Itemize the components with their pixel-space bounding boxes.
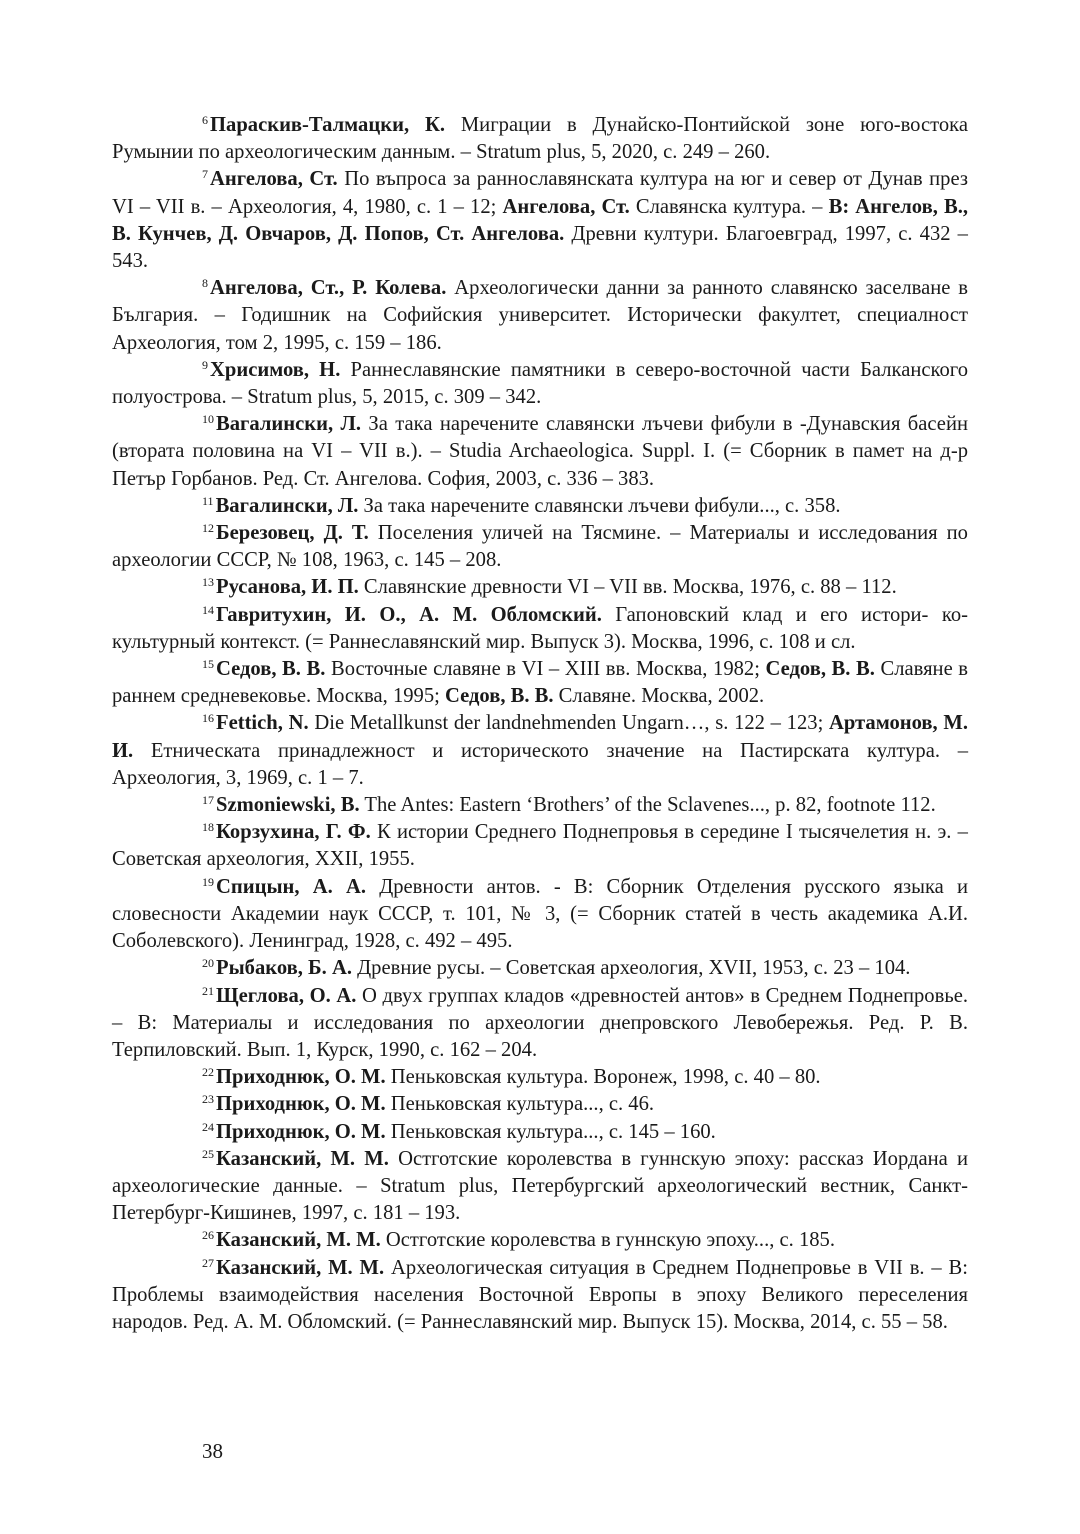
footnote-author: Спицын, А. А. — [216, 875, 366, 898]
footnote-number: 17 — [202, 793, 214, 808]
footnote-number: 14 — [202, 602, 214, 617]
footnote-text: По въпроса за раннославянската култура на юг и север от Дунав през VI – VII в. – Археология, 4, 1980, с. 1 – 12; — [112, 168, 969, 218]
footnote-author: Приходнюк, О. М. — [216, 1120, 386, 1143]
footnote-text: Die Metallkunst der landnehmenden Ungarn…, s. 122 – 123; — [308, 712, 829, 735]
footnote-7 — [112, 166, 968, 275]
footnote-18 — [112, 819, 968, 873]
footnote-author: Щеглова, О. А. — [216, 984, 357, 1007]
footnote-17 — [112, 792, 968, 819]
footnote-text: О двух группах кладов «древностей антов» в Среднем Поднепровье. – В: Материалы и исследования по археологии днепровского Левобережья. Ред. Р. В. Терпиловский. Вып. 1, Курск, 1990, с. 162 – 204. — [112, 984, 969, 1061]
footnote-text: Славяне. Москва, 2002. — [553, 685, 765, 708]
footnote-11 — [112, 493, 968, 520]
footnote-text: Раннеславянские памятники в северо-восточной части Балканского полуострова. – Stratum plus, 5, 2015, с. 309 – 342. — [112, 358, 968, 409]
footnote-text: Гапоновский клад и его истори- ко-культурный контекст. (= Раннеславянский мир. Выпуск 3). Москва, 1996, с. 108 и сл. — [112, 603, 968, 653]
footnote-text: Пеньковская культура..., с. 145 – 160. — [385, 1120, 716, 1143]
footnote-10 — [112, 411, 968, 493]
footnote-number: 19 — [202, 874, 214, 889]
footnote-26 — [112, 1227, 968, 1254]
footnote-text: Археологически данни за ранното славянско заселване в България. – Годишник на Софийския университет. Исторически факултет, специалност Археология, том 2, 1995, с. 159 – 186. — [112, 277, 968, 354]
footnote-author: Казанский, М. М. — [216, 1147, 389, 1170]
footnote-author: Артамонов, М. И. — [112, 712, 968, 762]
footnote-author: Русанова, И. П. — [216, 576, 359, 599]
footnote-text: Древности антов. - В: Сборник Отделения русского языка и словесности Академии наук СССР, т. 101, № 3, (= Сборник статей в честь академика А.И. Соболевского). Ленинград, 1928, с. 492 – 495. — [112, 875, 968, 953]
footnote-author: Вагалински, Л. — [215, 494, 359, 517]
footnote-number: 12 — [202, 521, 214, 536]
footnote-text: Миграции в Дунайско-Понтийской зоне юго-востока Румынии по археологическим данным. – Stratum plus, 5, 2020, с. 249 – 260. — [112, 114, 968, 164]
footnote-text: Остготские королевства в гуннскую эпоху: рассказ Иордана и археологические данные. – Stratum plus, Петербургский археологический вестник, Санкт-Петербург-Кишинев, 1997, с. 181 – 193. — [112, 1147, 969, 1225]
footnote-text: Восточные славяне в VI – XIII вв. Москва, 1982; — [325, 658, 766, 681]
footnote-author: Рыбаков, Б. А. — [216, 957, 352, 980]
footnote-14 — [112, 602, 968, 656]
footnote-text: К истории Среднего Поднепровья в середине I тысячелетия н. э. – Советская археология, XXII, 1955. — [112, 821, 968, 871]
footnote-text: За така наречените славянски лъчеви фибули..., с. 358. — [358, 494, 841, 517]
footnote-text: The Antes: Eastern ‘Brothers’ of the Sclavenes..., p. 82, footnote 112. — [359, 794, 936, 817]
footnote-27 — [112, 1255, 968, 1337]
footnote-text: Етническата принадлежност и историческото значение на Пастирската култура. – Археология, 3, 1969, с. 1 – 7. — [112, 739, 968, 789]
footnote-text: Славянска култура. – — [629, 195, 829, 218]
footnote-author: Хрисимов, Н. — [210, 358, 341, 381]
footnote-number: 27 — [202, 1255, 214, 1270]
footnote-author: Ангелова, Ст. — [210, 168, 338, 191]
footnote-author: Параскив-Талмацки, К. — [210, 114, 446, 136]
footnote-text: Поселения уличей на Тясмине. – Материалы и исследования по археологии СССР, № 108, 1963, с. 145 – 208. — [112, 522, 968, 572]
footnote-number: 18 — [202, 820, 214, 835]
footnote-text: Славяне в раннем средневековье. Москва, 1995; — [112, 658, 969, 708]
footnote-author: Казанский, М. М. — [216, 1256, 385, 1279]
footnote-16 — [112, 710, 968, 792]
footnote-author: Приходнюк, О. М. — [216, 1066, 386, 1089]
footnote-22 — [112, 1064, 968, 1091]
footnote-19 — [112, 874, 968, 956]
footnote-9 — [112, 357, 968, 411]
footnote-6 — [112, 112, 968, 166]
footnote-text: За така наречените славянски лъчеви фибули в -Дунавския басейн (втората половина на VI – VII в.). – Studia Archaeologica. Suppl. I. (= Сборник в памет на д-р Петър Горбанов. Ред. Ст. Ангелова. София, 2003, с. 336 – 383. — [112, 413, 968, 490]
footnote-text: Археологическая ситуация в Среднем Поднепровье в VII в. – В: Проблемы взаимодействия населения Восточной Европы в эпоху Великого переселения народов. Ред. А. М. Обломский. (= Раннеславянский мир. Выпуск 15). Москва, 2014, с. 55 – 58. — [112, 1256, 968, 1333]
footnote-number: 13 — [202, 575, 214, 590]
footnote-author: Березовец, Д. Т. — [216, 522, 369, 545]
footnote-number: 24 — [202, 1119, 214, 1134]
footnote-author: Седов, В. В. — [445, 685, 554, 708]
footnote-8 — [112, 275, 968, 357]
footnote-15 — [112, 656, 968, 710]
footnote-author: Гавритухин, И. О., А. М. Обломский. — [216, 603, 602, 626]
footnote-author: Fettich, N. — [216, 712, 309, 735]
footnotes-list — [112, 112, 968, 1336]
footnote-number: 22 — [202, 1065, 214, 1080]
footnote-text: Остготские королевства в гуннскую эпоху..., с. 185. — [380, 1229, 836, 1252]
footnote-20 — [112, 955, 968, 982]
footnote-author: Ангелова, Ст. — [502, 195, 630, 218]
footnote-author: Приходнюк, О. М. — [216, 1093, 386, 1116]
page-number: 38 — [202, 1439, 223, 1463]
footnote-number: 20 — [202, 956, 214, 971]
footnote-author: В: Ангелов, В., В. Кунчев, Д. Овчаров, Д. Попов, Ст. Ангелова. — [112, 195, 969, 245]
footnote-number: 10 — [202, 412, 214, 427]
footnote-number: 15 — [202, 657, 214, 672]
footnote-24 — [112, 1119, 968, 1146]
footnote-author: Szmoniewski, B. — [216, 794, 360, 817]
footnote-13 — [112, 574, 968, 601]
footnote-25 — [112, 1146, 968, 1228]
footnote-author: Седов, В. В. — [216, 658, 326, 681]
footnote-text: Пеньковская культура. Воронеж, 1998, с. 40 – 80. — [385, 1066, 821, 1089]
footnote-21 — [112, 983, 968, 1065]
footnote-number: 6 — [202, 113, 208, 127]
footnote-text: Древние русы. – Советская археология, XVII, 1953, с. 23 – 104. — [351, 957, 911, 980]
footnote-author: Вагалински, Л. — [216, 413, 362, 436]
footnote-author: Седов, В. В. — [765, 658, 875, 681]
footnote-author: Казанский, М. М. — [216, 1229, 381, 1252]
footnote-number: 25 — [202, 1146, 214, 1161]
footnote-number: 9 — [202, 357, 208, 372]
footnote-text: Славянские древности VI – VII вв. Москва, 1976, с. 88 – 112. — [358, 576, 897, 599]
footnote-author: Ангелова, Ст., Р. Колева. — [210, 277, 447, 300]
footnote-number: 16 — [202, 711, 214, 726]
footnote-number: 8 — [202, 276, 208, 291]
footnote-number: 26 — [202, 1228, 214, 1243]
footnote-number: 11 — [202, 493, 214, 508]
footnote-number: 7 — [202, 167, 208, 182]
footnote-text: Пеньковская культура..., с. 46. — [385, 1093, 655, 1116]
footnote-author: Корзухина, Г. Ф. — [216, 821, 371, 844]
footnote-12 — [112, 520, 968, 574]
footnote-23 — [112, 1091, 968, 1118]
footnote-text: Древни култури. Благоевград, 1997, с. 432 – 543. — [112, 222, 968, 273]
footnote-number: 21 — [202, 983, 214, 998]
footnote-number: 23 — [202, 1092, 214, 1107]
